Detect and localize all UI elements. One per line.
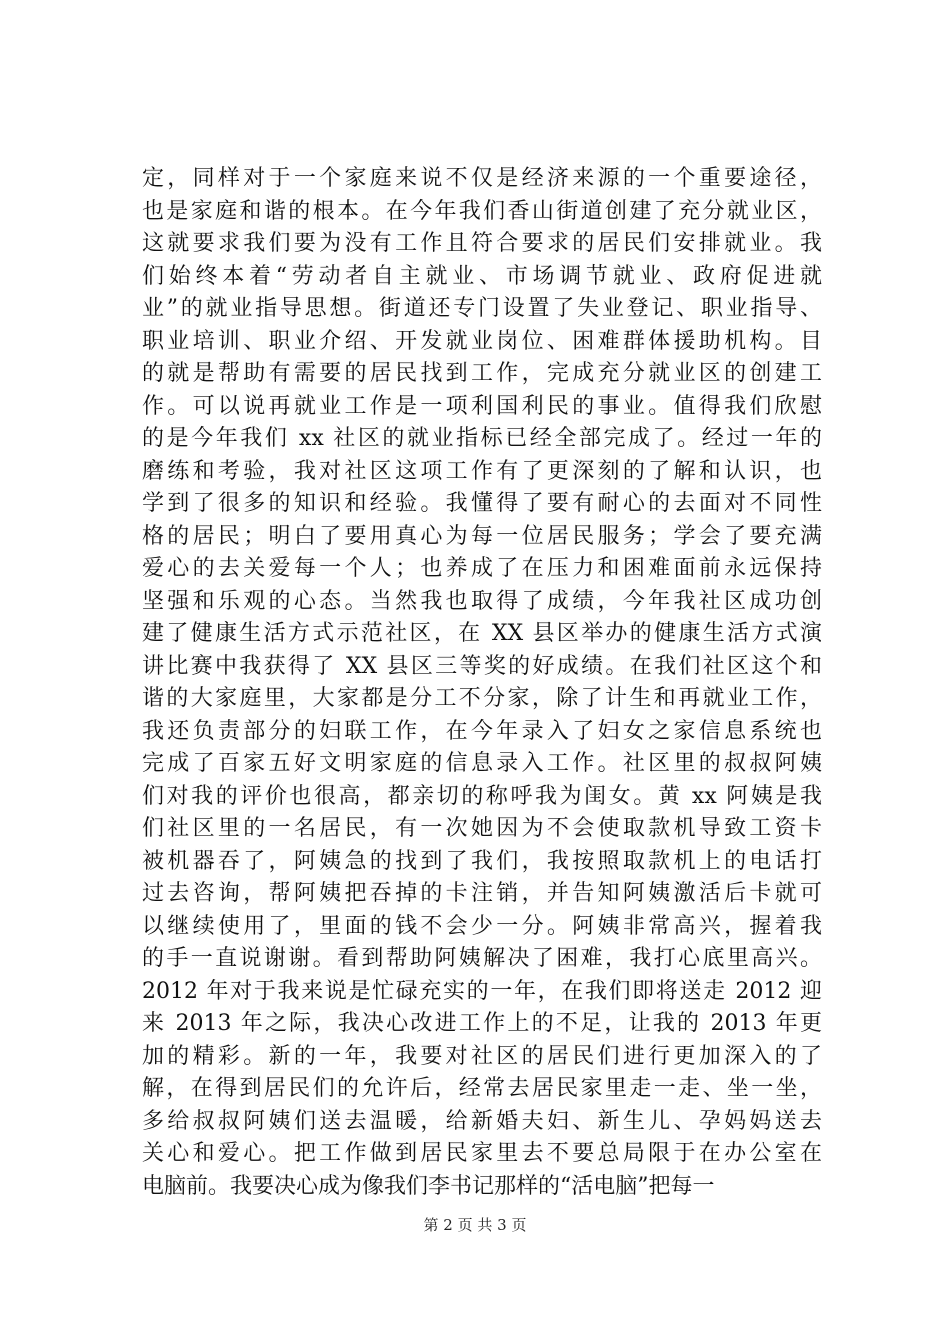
text-line: 职业培训、职业介绍、开发就业岗位、困难群体援助机构。目 xyxy=(142,328,822,354)
text-line: 讲比赛中我获得了 XX 县区三等奖的好成绩。在我们社区这个和 xyxy=(142,653,822,679)
text-line: 爱心的去关爱每一个人；也养成了在压力和困难面前永远保持 xyxy=(142,556,822,581)
text-line: 格的居民；明白了要用真心为每一位居民服务；学会了要充满 xyxy=(142,523,822,549)
text-line: 关心和爱心。把工作做到居民家里去不要总局限于在办公室在 xyxy=(142,1141,822,1166)
body-text xyxy=(142,163,822,1203)
text-line: 多给叔叔阿姨们送去温暖，给新婚夫妇、新生儿、孕妈妈送去 xyxy=(142,1108,822,1134)
text-line: 这就要求我们要为没有工作且符合要求的居民们安排就业。我 xyxy=(142,231,822,256)
text-line: 也是家庭和谐的根本。在今年我们香山街道创建了充分就业区， xyxy=(142,198,822,224)
text-line: 以继续使用了，里面的钱不会少一分。阿姨非常高兴，握着我 xyxy=(142,913,822,939)
text-line: 的手一直说谢谢。看到帮助阿姨解决了困难，我打心底里高兴。 xyxy=(142,946,822,971)
text-line: 作。可以说再就业工作是一项利国利民的事业。值得我们欣慰 xyxy=(142,393,822,419)
text-line: 坚强和乐观的心态。当然我也取得了成绩，今年我社区成功创 xyxy=(142,588,822,614)
text-line: 2012 年对于我来说是忙碌充实的一年，在我们即将送走 2012 迎 xyxy=(142,978,822,1004)
text-line: 的就是帮助有需要的居民找到工作，完成充分就业区的创建工 xyxy=(142,361,822,386)
text-line: 谐的大家庭里，大家都是分工不分家，除了计生和再就业工作， xyxy=(142,686,822,711)
text-line: 被机器吞了，阿姨急的找到了我们，我按照取款机上的电话打 xyxy=(142,848,822,874)
text-line: 加的精彩。新的一年，我要对社区的居民们进行更加深入的了 xyxy=(142,1043,822,1069)
text-line: 磨练和考验，我对社区这项工作有了更深刻的了解和认识，也 xyxy=(142,458,822,484)
text-line: 们社区里的一名居民，有一次她因为不会使取款机导致工资卡 xyxy=(142,816,822,841)
text-line: 我还负责部分的妇联工作，在今年录入了妇女之家信息系统也 xyxy=(142,718,822,744)
page-number-label: 第 2 页 共 3 页 xyxy=(423,1216,527,1234)
text-line: 的是今年我们 xx 社区的就业指标已经全部完成了。经过一年的 xyxy=(142,426,822,451)
text-line: 业”的就业指导思想。街道还专门设置了失业登记、职业指导、 xyxy=(142,296,822,321)
text-line: 过去咨询，帮阿姨把吞掉的卡注销，并告知阿姨激活后卡就可 xyxy=(142,881,822,906)
page-footer xyxy=(0,1214,950,1235)
text-line: 们始终本着“劳动者自主就业、市场调节就业、政府促进就 xyxy=(142,263,822,289)
text-line: 来 2013 年之际，我决心改进工作上的不足，让我的 2013 年更 xyxy=(142,1011,822,1036)
text-line: 们对我的评价也很高，都亲切的称呼我为闺女。黄 xx 阿姨是我 xyxy=(142,783,822,809)
text-line: 完成了百家五好文明家庭的信息录入工作。社区里的叔叔阿姨 xyxy=(142,751,822,776)
text-line: 定，同样对于一个家庭来说不仅是经济来源的一个重要途径， xyxy=(142,166,822,191)
text-line: 解，在得到居民们的允许后，经常去居民家里走一走、坐一坐， xyxy=(142,1076,822,1101)
text-line: 电脑前。我要决心成为像我们李书记那样的“活电脑”把每一 xyxy=(142,1173,715,1199)
text-line: 学到了很多的知识和经验。我懂得了要有耐心的去面对不同性 xyxy=(142,491,822,516)
text-line: 建了健康生活方式示范社区，在 XX 县区举办的健康生活方式演 xyxy=(142,621,822,646)
